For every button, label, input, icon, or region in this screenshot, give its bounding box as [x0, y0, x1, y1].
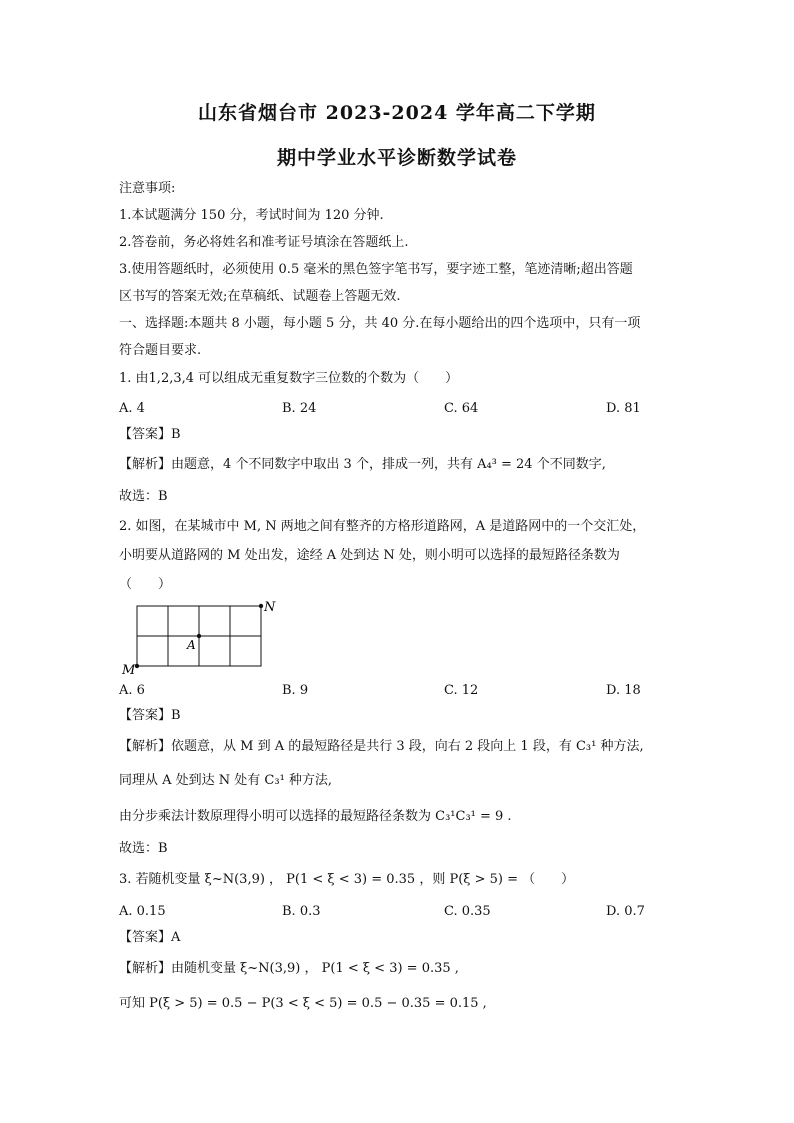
- question-2-option-b: B. 9: [282, 683, 309, 698]
- question-3-option-a: A. 0.15: [119, 904, 166, 919]
- question-3-analysis-line1: 【解析】由随机变量 ξ~N(3,9) ， P(1 < ξ < 3) = 0.35 ,: [119, 961, 459, 976]
- question-1-option-c: C. 64: [444, 401, 479, 416]
- question-2-analysis-line3: 由分步乘法计数原理得小明可以选择的最短路径条数为 C₃¹C₃¹ = 9 .: [119, 809, 512, 824]
- question-1-option-d: D. 81: [606, 401, 641, 416]
- section-1-heading-line2: 符合题目要求.: [119, 343, 202, 358]
- question-1-option-b: B. 24: [282, 401, 317, 416]
- question-1-analysis-line1: 【解析】由题意，4 个不同数字中取出 3 个，排成一列，共有 A₄³ = 24 个不同数字,: [119, 457, 606, 472]
- question-2-analysis-line4: 故选：B: [119, 841, 168, 856]
- question-2-answer: 【答案】B: [119, 708, 181, 723]
- road-grid-figure: [117, 598, 287, 678]
- question-2-analysis-line2: 同理从 A 处到达 N 处有 C₃¹ 种方法,: [119, 773, 333, 788]
- section-1-heading-line1: 一、选择题:本题共 8 小题，每小题 5 分，共 40 分.在每小题给出的四个选项中，只有一项: [119, 316, 641, 331]
- question-2-stem-line3: （ ）: [119, 577, 172, 592]
- question-2-stem-line1: 2. 如图，在某城市中 M, N 两地之间有整齐的方格形道路网，A 是道路网中的一个交汇处，: [119, 519, 646, 534]
- question-3-option-d: D. 0.7: [606, 904, 645, 919]
- label-a: A: [187, 638, 196, 652]
- question-2-analysis-line1: 【解析】依题意，从 M 到 A 的最短路径是共行 3 段，向右 2 段向上 1 段，有 C₃¹ 种方法,: [119, 739, 644, 754]
- question-1-analysis-line2: 故选：B: [119, 489, 168, 504]
- exam-title-line1: 山东省烟台市 2023-2024 学年高二下学期: [198, 102, 596, 124]
- label-m: M: [122, 663, 136, 678]
- label-n: N: [264, 600, 276, 615]
- note-1: 1.本试题满分 150 分，考试时间为 120 分钟.: [119, 208, 384, 223]
- question-1-answer: 【答案】B: [119, 427, 181, 442]
- question-3-answer: 【答案】A: [119, 930, 181, 945]
- exam-title-line2: 期中学业水平诊断数学试卷: [276, 147, 517, 169]
- question-1-stem: 1. 由1,2,3,4 可以组成无重复数字三位数的个数为（ ）: [119, 371, 459, 386]
- point-m-dot: [135, 664, 139, 668]
- question-3-option-b: B. 0.3: [282, 904, 321, 919]
- question-3-option-c: C. 0.35: [444, 904, 491, 919]
- question-3-stem: 3. 若随机变量 ξ~N(3,9) ， P(1 < ξ < 3) = 0.35 ，则 P(ξ > 5) = （ ）: [119, 872, 575, 887]
- note-2: 2.答卷前，务必将姓名和准考证号填涂在答题纸上.: [119, 235, 409, 250]
- question-3-analysis-line2: 可知 P(ξ > 5) = 0.5 − P(3 < ξ < 5) = 0.5 − 0.35 = 0.15 ,: [119, 996, 487, 1011]
- point-n-dot: [259, 604, 263, 608]
- note-3-line2: 区书写的答案无效;在草稿纸、试题卷上答题无效.: [119, 289, 401, 304]
- question-1-option-a: A. 4: [119, 401, 145, 416]
- question-2-option-c: C. 12: [444, 683, 479, 698]
- note-3-line1: 3.使用答题纸时，必须使用 0.5 毫米的黑色签字笔书写，要字迹工整，笔迹清晰;超出答题: [119, 262, 633, 277]
- point-a-dot: [197, 634, 201, 638]
- question-2-option-d: D. 18: [606, 683, 641, 698]
- question-2-stem-line2: 小明要从道路网的 M 处出发，途经 A 处到达 N 处，则小明可以选择的最短路径条数为: [119, 548, 620, 563]
- question-2-option-a: A. 6: [119, 683, 145, 698]
- notes-heading: 注意事项:: [119, 181, 176, 196]
